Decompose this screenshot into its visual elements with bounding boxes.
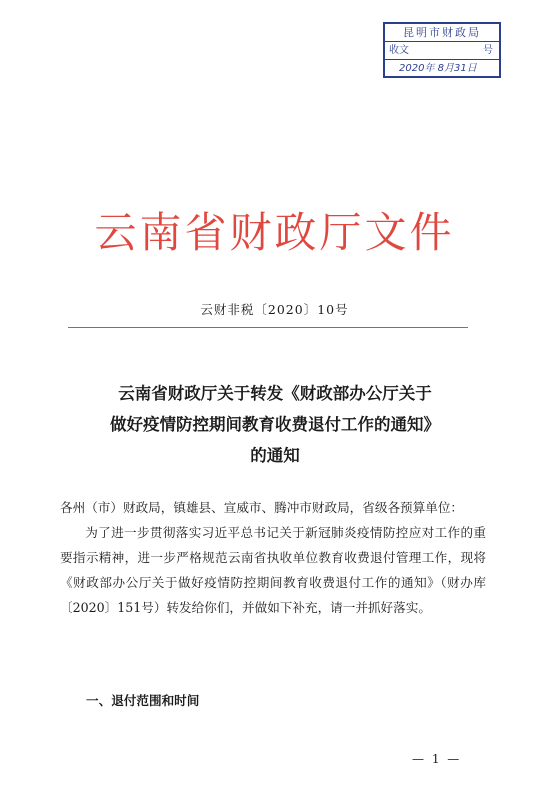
body-paragraph: 为了进一步贯彻落实习近平总书记关于新冠肺炎疫情防控应对工作的重要指示精神，进一步严格规范云南省执收单位教育收费退付管理工作，现将《财政部办公厅关于做好疫情防控期间教育收费退付工作的通知》（财办库〔2020〕151号）转发给你们，并做如下补充，请一并抓好落实。 bbox=[60, 525, 486, 615]
notice-body bbox=[60, 495, 486, 620]
stamp-number-label: 号 bbox=[483, 45, 493, 56]
section-heading: 一、退付范围和时间 bbox=[86, 693, 200, 708]
notice-heading bbox=[60, 378, 490, 471]
recipients-line: 各州（市）财政局，镇雄县、宣威市、腾冲市财政局，省级各预算单位： bbox=[60, 500, 463, 515]
stamp-receipt-label: 收文 bbox=[389, 45, 409, 56]
heading-line-3: 的通知 bbox=[250, 446, 300, 465]
page-number: — 1 — bbox=[412, 752, 462, 766]
document-number: 云财非税〔2020〕10号 bbox=[200, 302, 349, 317]
stamp-receipt-row bbox=[385, 42, 499, 60]
stamp-date: 2020年 8月31日 bbox=[399, 63, 477, 74]
heading-line-2: 做好疫情防控期间教育收费退付工作的通知》 bbox=[110, 415, 440, 434]
stamp-org: 昆明市财政局 bbox=[385, 24, 499, 42]
document-title: 云南省财政厅文件 bbox=[94, 208, 455, 257]
heading-line-1: 云南省财政厅关于转发《财政部办公厅关于 bbox=[118, 384, 432, 403]
red-divider bbox=[68, 327, 468, 328]
receipt-stamp bbox=[383, 22, 501, 78]
